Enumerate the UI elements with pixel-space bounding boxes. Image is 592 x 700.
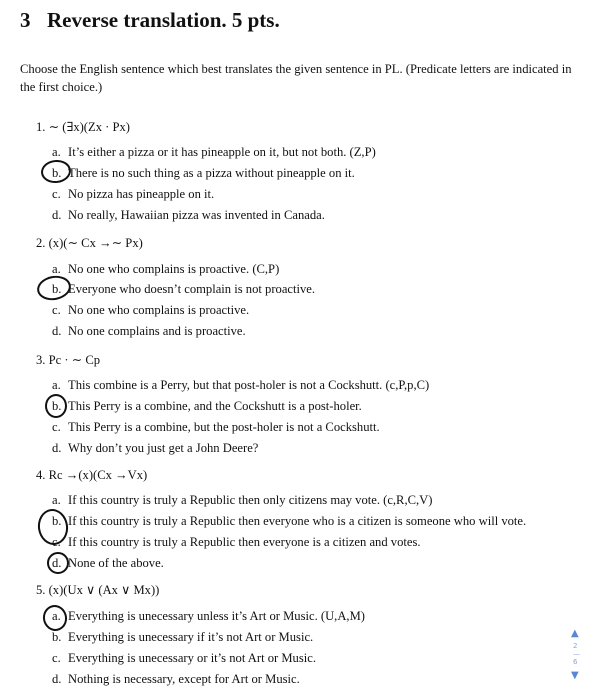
question-1-option-c[interactable] — [52, 187, 214, 202]
option-letter: a. — [52, 262, 61, 276]
section-heading — [20, 8, 280, 33]
option-letter: c. — [52, 303, 61, 317]
option-letter: c. — [52, 651, 61, 665]
option-text: If this country is truly a Republic then everyone is a citizen and votes. — [68, 535, 421, 549]
instructions: Choose the English sentence which best translates the given sentence in PL. (Predicate letters are indicated in the first choice.) — [20, 62, 572, 94]
option-letter: b. — [52, 282, 62, 296]
page-divider: — — [573, 650, 580, 658]
option-letter: d. — [52, 324, 62, 338]
question-5-option-b[interactable] — [52, 630, 313, 645]
question-1-option-b[interactable] — [52, 166, 355, 181]
question-1-option-a[interactable] — [52, 145, 376, 160]
question-3-formula: 3. Pc · ∼ Cp — [36, 353, 101, 367]
option-letter: c. — [52, 535, 61, 549]
option-text: This Perry is a combine, but the post-holer is not a Cockshutt. — [68, 420, 380, 434]
option-letter: c. — [52, 420, 61, 434]
option-letter: b. — [52, 630, 62, 644]
question-3-option-c[interactable] — [52, 420, 380, 435]
option-text: No one who complains is proactive. — [68, 303, 250, 317]
section-title: Reverse translation. 5 pts. — [47, 8, 280, 32]
option-text: Everything is unecessary or it’s not Art or Music. — [68, 651, 316, 665]
question-3-option-d[interactable] — [52, 441, 258, 456]
option-text: Nothing is necessary, except for Art or Music. — [68, 672, 300, 686]
question-5-formula: 5. (x)(Ux ∨ (Ax ∨ Mx)) — [36, 583, 160, 597]
question-4-formula: 4. Rc →(x)(Cx →Vx) — [36, 468, 148, 482]
section-number: 3 — [20, 8, 31, 32]
question-5-option-a[interactable] — [52, 609, 365, 624]
option-letter: b. — [52, 166, 62, 180]
question-2-formula: 2. (x)(∼ Cx →∼ Px) — [36, 236, 143, 250]
option-text: This combine is a Perry, but that post-holer is not a Cockshutt. (c,P,p,C) — [68, 378, 430, 392]
option-letter: a. — [52, 493, 61, 507]
page-total: 6 — [573, 658, 578, 666]
question-5-option-c[interactable] — [52, 651, 316, 666]
option-letter: b. — [52, 399, 62, 413]
option-text: If this country is truly a Republic then only citizens may vote. (c,R,C,V) — [68, 493, 433, 507]
option-letter: a. — [52, 609, 61, 623]
question-3-option-b[interactable] — [52, 399, 362, 414]
question-2-option-b[interactable] — [52, 282, 315, 297]
question-1-option-d[interactable] — [52, 208, 325, 223]
question-4-option-a[interactable] — [52, 493, 432, 508]
question-2-option-a[interactable] — [52, 262, 279, 277]
page-navigator — [568, 628, 586, 684]
question-1-formula: 1. ∼ (∃x)(Zx · Px) — [36, 120, 130, 134]
option-text: Everything is unecessary unless it’s Art or Music. (U,A,M) — [68, 609, 365, 623]
question-3-option-a[interactable] — [52, 378, 429, 393]
option-text: Why don’t you just get a John Deere? — [68, 441, 259, 455]
option-letter: d. — [52, 556, 62, 570]
question-5-option-d[interactable] — [52, 672, 300, 687]
option-text: No one who complains is proactive. (C,P) — [68, 262, 280, 276]
question-2-option-d[interactable] — [52, 324, 246, 339]
option-text: No really, Hawaiian pizza was invented in Canada. — [68, 208, 325, 222]
option-letter: a. — [52, 145, 61, 159]
option-letter: d. — [52, 208, 62, 222]
option-text: This Perry is a combine, and the Cockshutt is a post-holer. — [68, 399, 362, 413]
page-down-icon[interactable]: ▼ — [571, 670, 579, 681]
question-2-option-c[interactable] — [52, 303, 249, 318]
option-text: It’s either a pizza or it has pineapple on it, but not both. (Z,P) — [68, 145, 376, 159]
option-letter: d. — [52, 672, 62, 686]
page-up-icon[interactable]: ▲ — [571, 628, 579, 639]
option-letter: a. — [52, 378, 61, 392]
question-4-option-d[interactable] — [52, 556, 164, 571]
option-text: No pizza has pineapple on it. — [68, 187, 215, 201]
option-text: None of the above. — [68, 556, 164, 570]
question-4-option-b[interactable] — [52, 514, 526, 529]
option-text: No one complains and is proactive. — [68, 324, 246, 338]
option-letter: b. — [52, 514, 62, 528]
option-text: If this country is truly a Republic then everyone who is a citizen is someone who will vote. — [68, 514, 527, 528]
option-letter: d. — [52, 441, 62, 455]
page-current: 2 — [573, 642, 578, 650]
option-text: Everything is unecessary if it’s not Art or Music. — [68, 630, 314, 644]
option-letter: c. — [52, 187, 61, 201]
option-text: Everyone who doesn’t complain is not proactive. — [68, 282, 316, 296]
option-text: There is no such thing as a pizza without pineapple on it. — [68, 166, 355, 180]
question-4-option-c[interactable] — [52, 535, 421, 550]
